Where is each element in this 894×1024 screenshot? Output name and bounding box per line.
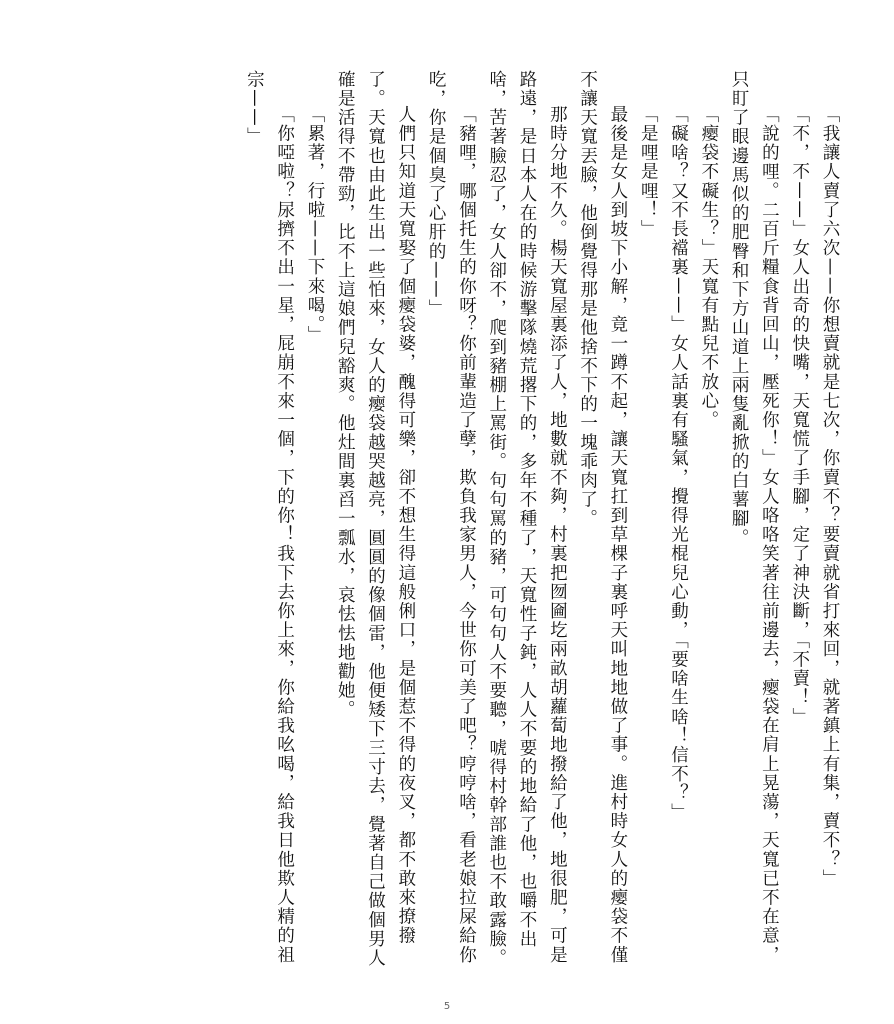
paragraph-10: 人們只知道天寬娶了個瘿袋婆，醜得可樂，卻不想生得這般俐口，是個惹不得的夜叉，都不敢來撩撥了。天寬也由此生出一些怕來，女人的瘿袋越哭越亮，圓圓的像個雷，他便矮下三寸去，覺著自己做個男人確是活得不帶勁，比不上這娘們兒豁爽。他灶間裏舀一瓢水，哀怯怯地勸她。 (335, 70, 416, 968)
paragraph-9: 「豬哩，哪個托生的你呀？你前輩造了孽，欺負我家男人，今世你可美了吧？哼哼啥，看老娘拉屎給你吃，你是個臭了心肝的——」 (426, 70, 477, 965)
paragraph-2: 「不，不——」女人出奇的快嘴，天寬慌了手腳，定了神決斷，「不賣！」 (789, 105, 810, 727)
paragraph-6: 「是哩是哩！」 (638, 105, 659, 239)
paragraph-11: 「累著，行啦——下來喝。」 (304, 105, 325, 345)
page-number: 5 (443, 1001, 451, 1012)
paragraph-12: 「你啞啦？尿擠不出一星，屁崩不來一個，下的你！我下去你上來，你給我吆喝，給我日他欺人精的祖宗——」 (244, 70, 295, 965)
paragraph-7: 最後是女人到坡下小解，竟一蹲不起，讓天寬扛到草棵子裏呼天叫地地做了事。進村時女人的瘿袋不僅不讓天寬丟臉，他倒覺得那是他捨不下的一塊乖肉了。 (577, 70, 628, 965)
paragraph-1: 「我讓人賣了六次——你想賣就是七次，你賣不？要賣就省打來回，就著鎮上有集，賣不？」 (820, 105, 840, 889)
paragraph-8: 那時分地不久。楊天寬屋裏添了人，地數就不夠，村裏把囫圇圪兩畝胡蘿蔔地撥給了他，地很肥，可是路遠，是日本人在的時候游擊隊燒荒撂下的，多年不種了，天寬性子鈍，人人不要的地給了他，也嚼不出啥，苦著臉忍了，女人卻不，爬到豬棚上罵街。句句罵的豬，可句句人不要聽，唬得村幹部誰也不敢露臉。 (486, 70, 568, 968)
paragraph-3: 「說的哩。二百斤糧食背回山，壓死你！」女人咯咯笑著往前邊去，瘿袋在肩上晃蕩，天寬已不在意，只盯了眼邊馬似的肥臀和下方山道上兩隻亂掀的白薯腳。 (729, 70, 780, 965)
paragraph-4: 「瘿袋不礙生？」天寬有點兒不放心。 (698, 105, 719, 430)
paragraph-5: 「礙啥？又不長襠裏——」女人話裏有騷氣，攪得光棍兒心動，「要啥生啥！信不？」 (668, 105, 689, 823)
vertical-text-body (55, 70, 845, 970)
